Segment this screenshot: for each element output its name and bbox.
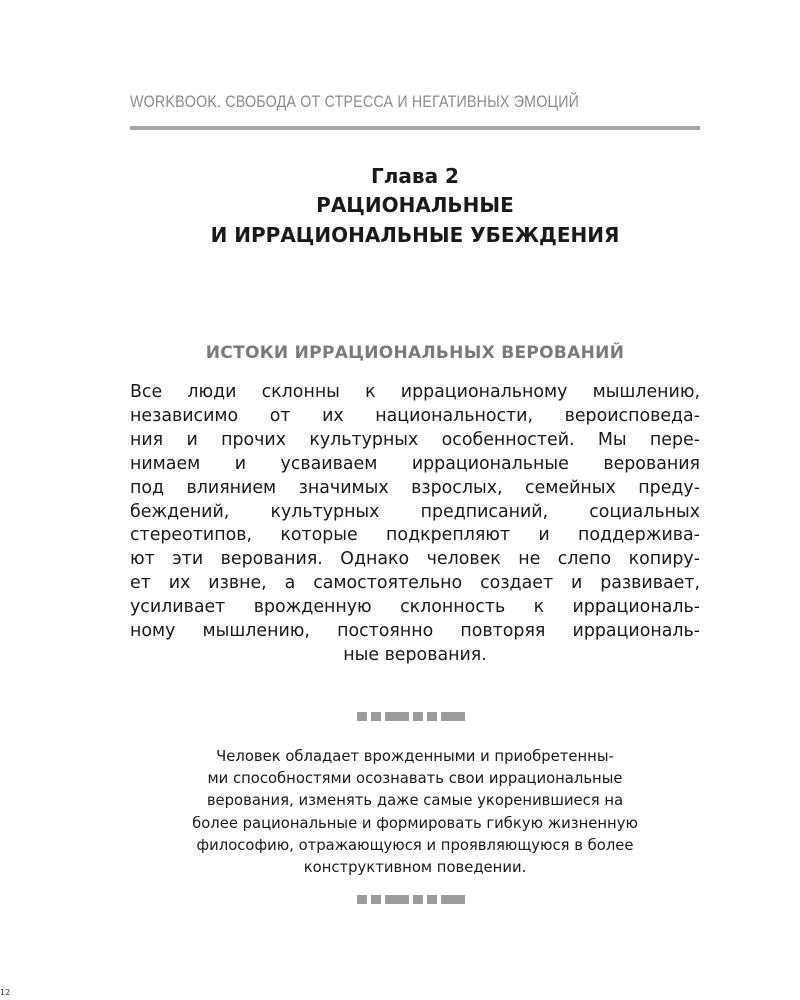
chapter-number: Глава 2 (371, 164, 459, 188)
body-line: усиливает врожденную склонность к иррациональ- (130, 597, 700, 618)
callout-line: верования, изменять даже самые укоренившиеся на (206, 792, 624, 810)
body-line: нимаем и усваиваем иррациональные верования (130, 453, 700, 474)
header-rule (130, 126, 700, 130)
body-line: ному мышлению, постоянно повторяя иррациональ- (130, 621, 700, 642)
body-line: независимо от их национальности, вероисповеда- (130, 405, 700, 426)
body-line: ют эти верования. Однако человек не слепо копиру- (130, 549, 700, 570)
body-line: стереотипов, которые подкрепляют и поддержива- (130, 525, 700, 546)
body-line: ет их извне, а самостоятельно создает и развивает, (130, 573, 700, 594)
running-header: WORKBOOK. СВОБОДА ОТ СТРЕССА И НЕГАТИВНЫХ ЭМОЦИЙ (130, 92, 580, 111)
body-line: ные верования. (343, 644, 487, 665)
callout-line: философию, отражающуюся и проявляющуюся в более (196, 836, 634, 854)
ornament-divider-top (357, 712, 467, 721)
section-heading: ИСТОКИ ИРРАЦИОНАЛЬНЫХ ВЕРОВАНИЙ (205, 343, 625, 363)
body-line: Все люди склонны к иррациональному мышлению, (130, 382, 700, 402)
chapter-title-line: И ИРРАЦИОНАЛЬНЫЕ УБЕЖДЕНИЯ (210, 223, 620, 247)
body-line: беждений, культурных предписаний, социальных (130, 501, 700, 522)
chapter-heading (130, 162, 700, 250)
page-number: 12 (0, 988, 11, 997)
body-line: ния и прочих культурных особенностей. Мы пере- (130, 429, 700, 450)
body-line: под влиянием значимых взрослых, семейных преду- (130, 477, 700, 498)
callout-text (140, 746, 690, 879)
callout-line: Человек обладает врожденными и приобретенны- (216, 748, 614, 765)
callout-line: ми способностями осознавать свои иррациональные (207, 770, 623, 788)
chapter-title-line: РАЦИОНАЛЬНЫЕ (316, 193, 514, 217)
body-paragraph (130, 381, 700, 668)
callout-line: более рациональные и формировать гибкую жизненную (192, 814, 638, 832)
ornament-divider-bottom (357, 895, 467, 904)
callout-line: конструктивном поведении. (303, 859, 527, 877)
